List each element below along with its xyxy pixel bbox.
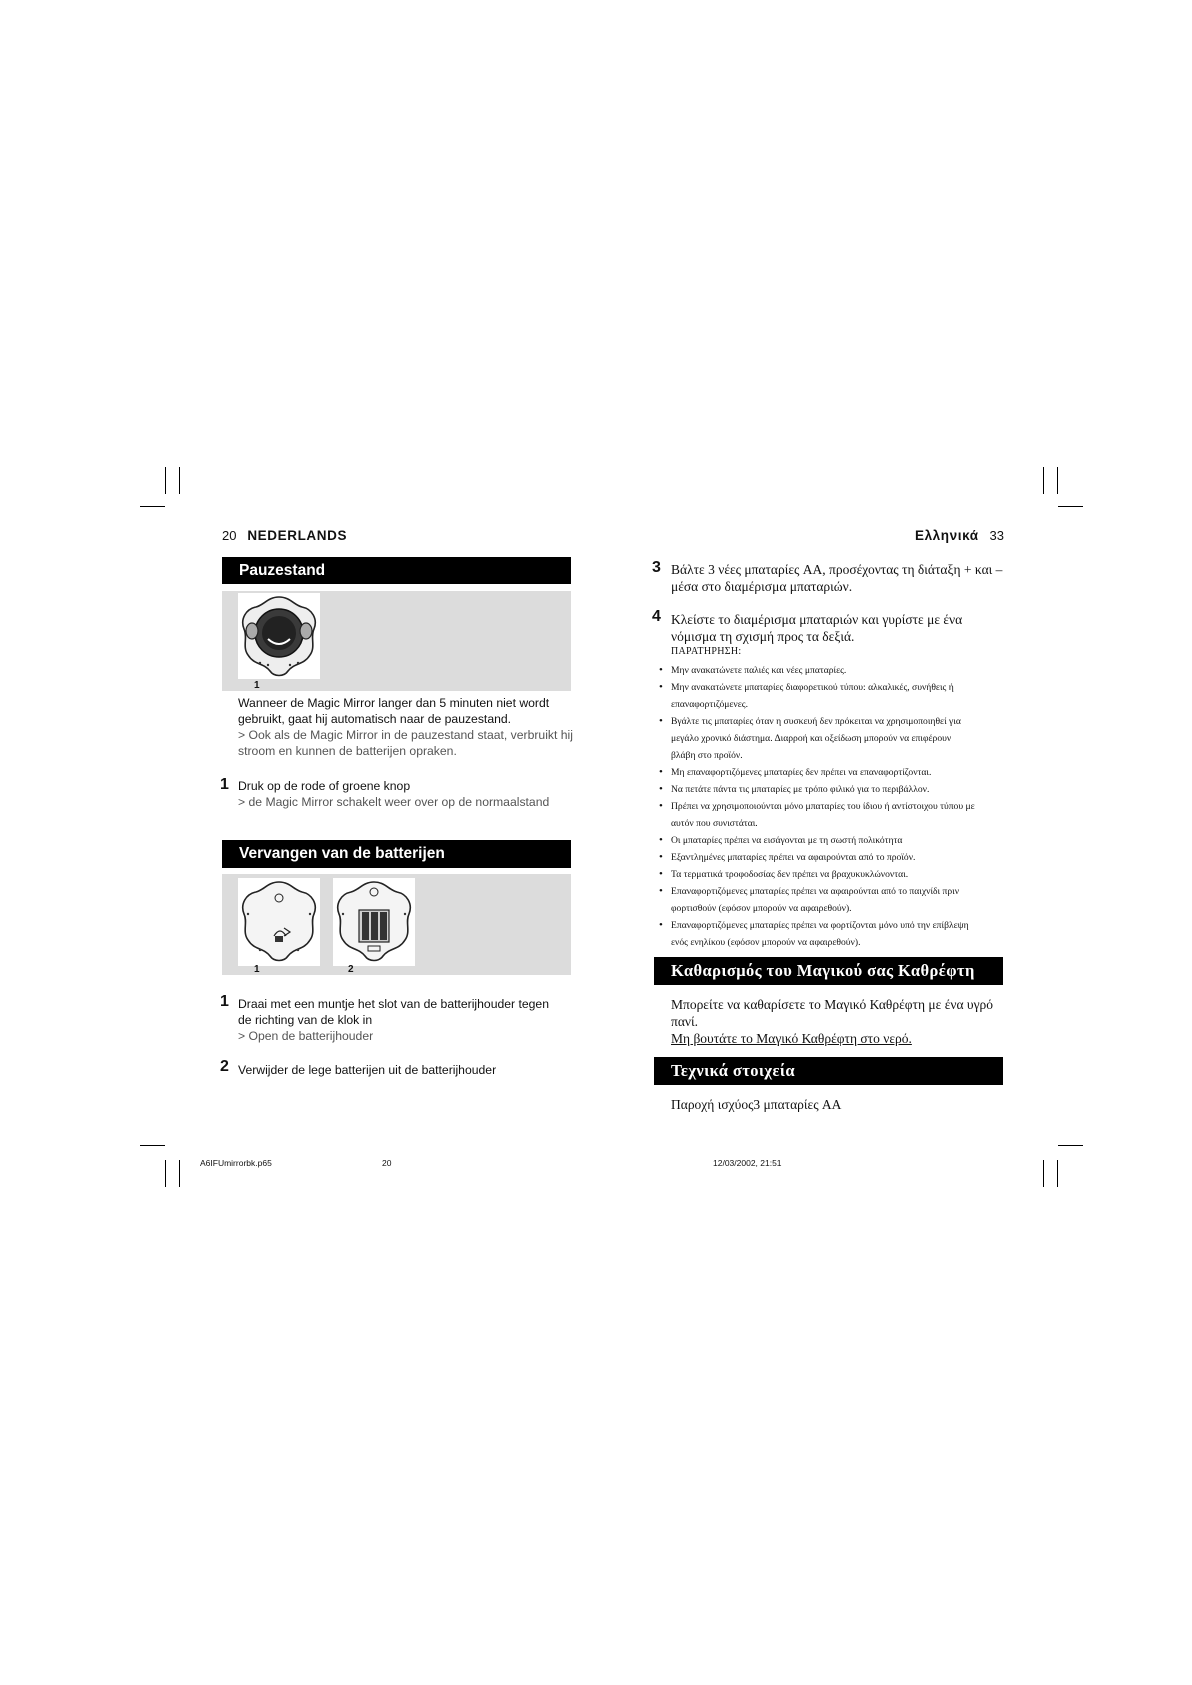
- gr-step4-number: 4: [652, 608, 661, 625]
- gr-step3-line: Βάλτε 3 νέες μπαταρίες AA, προσέχοντας τη διάταξη + και –: [671, 562, 1003, 577]
- crop-mark: [1043, 1160, 1044, 1187]
- pause-text-line: gebruikt, gaat hij automatisch naar de pauzestand.: [238, 712, 512, 726]
- crop-mark: [1058, 1145, 1083, 1146]
- gr-note-bullet: [657, 849, 1007, 866]
- section-title-pause: [222, 557, 571, 584]
- gr-note-bullet: [657, 866, 1007, 883]
- gr-step3-line: μέσα στο διαμέρισμα μπαταριών.: [671, 579, 853, 594]
- pause-step-text: [238, 778, 578, 810]
- gr-note-bullet: [657, 781, 1007, 798]
- crop-mark: [179, 467, 180, 494]
- battery-figure-label-1: 1: [254, 964, 260, 975]
- gr-note-bullets: [657, 662, 1007, 951]
- section-title-cleaning: [654, 957, 1003, 985]
- gr-note-bullet-line: βλάβη στο προϊόν.: [671, 750, 743, 761]
- battery-figure-label-2: 2: [348, 964, 354, 975]
- footer-filename: A6IFUmirrorbk.p65: [200, 1158, 272, 1168]
- gr-note-bullet-line: • Μην ανακατώνετε παλιές και νέες μπαταρίες.: [671, 665, 847, 676]
- battery-step1-sub: > Open de batterijhouder: [238, 1029, 374, 1043]
- right-page-number: 33: [989, 528, 1004, 543]
- gr-step3-number: 3: [652, 559, 661, 576]
- gr-cleaning-warning: Μη βουτάτε το Μαγικό Καθρέφτη στο νερό.: [671, 1031, 912, 1046]
- battery-illustration-2: [333, 878, 415, 966]
- gr-note-bullet-line: • Επαναφορτιζόμενες μπαταρίες πρέπει να αφαιρούνται από το παιχνίδι πριν: [671, 886, 960, 897]
- gr-note-bullet: [657, 883, 1007, 917]
- gr-note-bullet-line: • Μην ανακατώνετε μπαταρίες διαφορετικού τύπου: αλκαλικές, συνήθεις ή: [671, 682, 954, 693]
- section-title-battery-text: Vervangen van de batterijen: [239, 845, 445, 862]
- pause-step-line: Druk op de rode of groene knop: [238, 779, 411, 793]
- pause-step-number: 1: [220, 776, 229, 793]
- pause-illustration: [238, 593, 320, 679]
- gr-technical-text: Παροχή ισχύος3 μπαταρίες AA: [671, 1097, 842, 1112]
- crop-mark: [179, 1160, 180, 1187]
- pause-figure-label: 1: [254, 680, 260, 691]
- battery-step1-number: 1: [220, 993, 229, 1010]
- gr-step4-line: νόμισμα τη σχισμή προς τα δεξιά.: [671, 629, 855, 644]
- crop-mark: [140, 506, 165, 507]
- pause-sub-line: stroom en kunnen de batterijen opraken.: [238, 744, 457, 758]
- crop-mark: [1057, 1160, 1058, 1187]
- gr-note-bullet: [657, 662, 1007, 679]
- right-page-header: [915, 528, 1004, 543]
- section-title-technical-text: Τεχνικά στοιχεία: [671, 1061, 796, 1080]
- gr-cleaning-line: πανί.: [671, 1014, 698, 1029]
- gr-note-bullet-line: • Εξαντλημένες μπαταρίες πρέπει να αφαιρούνται από το προϊόν.: [671, 852, 916, 863]
- left-page-language: NEDERLANDS: [247, 528, 348, 543]
- section-title-battery: [222, 840, 571, 868]
- gr-note-bullet: [657, 832, 1007, 849]
- gr-note-bullet-line: • Βγάλτε τις μπαταρίες όταν η συσκευή δεν πρόκειται να χρησιμοποιηθεί για: [671, 716, 961, 727]
- gr-step3-text: [671, 561, 1011, 595]
- gr-note-title: ΠΑΡΑΤΗΡΗΣΗ:: [671, 646, 742, 657]
- battery-cover-icon: [238, 878, 320, 966]
- magic-mirror-icon: [238, 593, 320, 679]
- gr-note-bullet-line: • Να πετάτε πάντα τις μπαταρίες με τρόπο φιλικό για το περιβάλλον.: [671, 784, 930, 795]
- gr-note-bullet: [657, 917, 1007, 951]
- crop-mark: [165, 1160, 166, 1187]
- gr-note-bullet-line: επαναφορτιζόμενες.: [671, 699, 748, 710]
- pause-step-sub: > de Magic Mirror schakelt weer over op de normaalstand: [238, 795, 550, 809]
- gr-step4-line: Κλείστε το διαμέρισμα μπαταριών και γυρίστε με ένα: [671, 612, 963, 627]
- pause-sub-line: > Ook als de Magic Mirror in de pauzestand staat, verbruikt hij: [238, 728, 573, 742]
- left-page-header: [222, 528, 347, 543]
- gr-note-bullet: [657, 713, 1007, 764]
- battery-compartment-icon: [333, 878, 415, 966]
- gr-note-bullet-line: • Οι μπαταρίες πρέπει να εισάγονται με τη σωστή πολικότητα: [671, 835, 903, 846]
- gr-note-bullet-line: • Μη επαναφορτιζόμενες μπαταρίες δεν πρέπει να επαναφορτίζονται.: [671, 767, 932, 778]
- crop-mark: [1043, 467, 1044, 494]
- gr-note-bullet-line: • Πρέπει να χρησιμοποιούνται μόνο μπαταρίες του ίδιου ή αντίστοιχου τύπου με: [671, 801, 975, 812]
- section-title-technical: [654, 1057, 1003, 1085]
- gr-note-bullet-line: μεγάλο χρονικό διάστημα. Διαρροή και οξείδωση μπορούν να επιφέρουν: [671, 733, 952, 744]
- battery-step2-text: Verwijder de lege batterijen uit de batterijhouder: [238, 1063, 497, 1077]
- gr-note-bullet: [657, 764, 1007, 781]
- gr-cleaning-text: [671, 996, 1011, 1047]
- gr-note-bullet-line: • Τα τερματικά τροφοδοσίας δεν πρέπει να βραχυκυκλώνονται.: [671, 869, 909, 880]
- left-page-number: 20: [222, 528, 237, 543]
- pause-description: [238, 695, 578, 759]
- gr-note-bullet-line: αυτόν που συνιστάται.: [671, 818, 758, 829]
- battery-step1-line: Draai met een muntje het slot van de batterijhouder tegen: [238, 997, 549, 1011]
- crop-mark: [140, 1145, 165, 1146]
- footer-page: 20: [382, 1158, 392, 1168]
- gr-note-bullet-line: φορτισθούν (εφόσον μπορούν να αφαιρεθούν).: [671, 903, 852, 914]
- battery-step1-text: [238, 996, 578, 1044]
- gr-cleaning-line: Μπορείτε να καθαρίσετε το Μαγικό Καθρέφτη με ένα υγρό: [671, 997, 994, 1012]
- right-page-language: Ελληνικά: [914, 528, 979, 543]
- crop-mark: [1057, 467, 1058, 494]
- battery-illustration-1: [238, 878, 320, 966]
- crop-mark: [1058, 506, 1083, 507]
- gr-step4-text: [671, 611, 1011, 645]
- section-title-cleaning-text: Καθαρισμός του Μαγικού σας Καθρέφτη: [671, 961, 975, 980]
- section-title-pause-text: Pauzestand: [239, 561, 326, 579]
- battery-step1-line: de richting van de klok in: [238, 1013, 373, 1027]
- crop-mark: [165, 467, 166, 494]
- pause-text-line: Wanneer de Magic Mirror langer dan 5 minuten niet wordt: [238, 696, 550, 710]
- gr-note-bullet-line: ενός ενηλίκου (εφόσον μπορούν να αφαιρεθούν).: [671, 937, 861, 948]
- footer-datetime: 12/03/2002, 21:51: [713, 1158, 782, 1168]
- gr-note-bullet: [657, 679, 1007, 713]
- battery-step2-number: 2: [220, 1058, 229, 1075]
- gr-note-bullet: [657, 798, 1007, 832]
- gr-note-bullet-line: • Επαναφορτιζόμενες μπαταρίες πρέπει να φορτίζονται μόνο υπό την επίβλεψη: [671, 920, 969, 931]
